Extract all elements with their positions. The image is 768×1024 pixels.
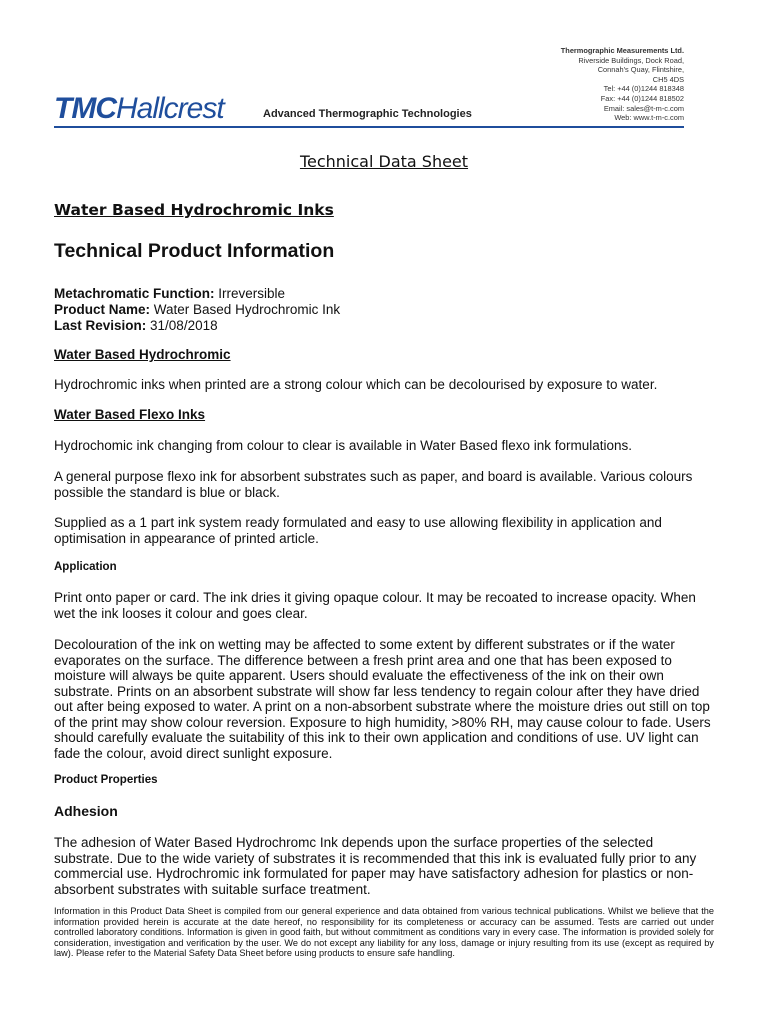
section-title-hydrochromic: Water Based Hydrochromic	[54, 347, 231, 362]
tagline: Advanced Thermographic Technologies	[263, 108, 472, 120]
address-line: CH5 4DS	[652, 74, 684, 84]
address-line: Riverside Buildings, Dock Road,	[578, 55, 684, 65]
flexo-paragraph-1: Hydrochomic ink changing from colour to clear is available in Water Based flexo ink formulations.	[54, 438, 633, 453]
address-line: Connah's Quay, Flintshire,	[597, 65, 684, 75]
flexo-paragraph-2: A general purpose flexo ink for absorbent substrates such as paper, and board is available. Various colours possible the standard is blue or black.	[54, 469, 693, 500]
function-value: Irreversible	[214, 286, 286, 301]
email-line: Email: sales@t-m-c.com	[603, 103, 684, 113]
company-address-block	[561, 46, 684, 123]
phone-line: Tel: +44 (0)1244 818348	[603, 84, 684, 94]
flexo-paragraph-3: Supplied as a 1 part ink system ready formulated and easy to use allowing flexibility in application and optimisation in appearance of printed article.	[54, 515, 662, 546]
section-text-hydrochromic: Hydrochromic inks when printed are a strong colour which can be decolourised by exposure to water.	[54, 377, 658, 392]
logo-rest-text: Hallcrest	[115, 92, 224, 125]
company-name: Thermographic Measurements Ltd.	[560, 46, 684, 55]
fax-line: Fax: +44 (0)1244 818502	[600, 93, 684, 103]
properties-title: Product Properties	[54, 774, 158, 786]
revision-label: Last Revision:	[54, 318, 147, 333]
section-title-flexo: Water Based Flexo Inks	[54, 407, 206, 422]
application-title: Application	[54, 561, 117, 573]
disclaimer: Information in this Product Data Sheet is compiled from our general experience and data obtained from various technical publications. Whilst we believe that the information provided herein is accurate at the date hereof, no responsibility for its completeness or accuracy can be assumed. Tests are carried out under controlled laboratory conditions. Information is given in good faith, but without commitment as conditions vary in every case. The information is provided solely for consideration, investigation and verification by the user. We do not except any liability for any loss, damage or injury resulting from its use (except as required by law). Please refer to the Material Safety Data Sheet before using products to ensure safe handling.	[54, 906, 714, 959]
application-paragraph-2: Decolouration of the ink on wetting may be affected to some extent by different substrates or if the water evaporates on the surface. The difference between a fresh print area and one that has been exposed to moisture will always be quite apparent. Users should evaluate the effectiveness of the ink on their own substrate. Prints on an absorbent substrate will show far less tendency to regain colour after they have dried out after being exposed to water. A print on a non-absorbent substrate where the moisture dries out still on top of the print may show colour reversion. Exposure to high humidity, >80% RH, may cause colour to fade. Users should carefully evaluate the suitability of this ink to their own application and conditions of use. UV light can fade the colour, avoid direct sunlight exposure.	[54, 637, 711, 761]
tmc-hallcrest-logo	[54, 92, 224, 126]
info-heading: Technical Product Information	[54, 240, 335, 262]
sheet-title: Technical Data Sheet	[299, 152, 469, 171]
product-meta	[54, 286, 340, 334]
logo-bold-text: TMC	[54, 92, 116, 125]
product-heading: Water Based Hydrochromic Inks	[54, 201, 334, 219]
application-paragraph-1: Print onto paper or card. The ink dries it giving opaque colour. It may be recoated to increase opacity. When wet the ink looses it colour and goes clear.	[54, 590, 696, 621]
adhesion-title: Adhesion	[54, 803, 118, 819]
name-value: Water Based Hydrochromic Ink	[150, 302, 341, 317]
revision-value: 31/08/2018	[146, 318, 218, 333]
function-label: Metachromatic Function:	[54, 286, 215, 301]
web-line: Web: www.t-m-c.com	[614, 113, 684, 123]
name-label: Product Name:	[54, 302, 151, 317]
adhesion-paragraph: The adhesion of Water Based Hydrochromc Ink depends upon the surface properties of the selected substrate. Due to the wide variety of substrates it is recommended that this ink is evaluated fully prior to any commercial use. Hydrochromic ink formulated for paper may have satisfactory adhesion for plastics or non-absorbent substrates with suitable surface treatment.	[54, 835, 697, 897]
header-rule	[54, 126, 684, 128]
